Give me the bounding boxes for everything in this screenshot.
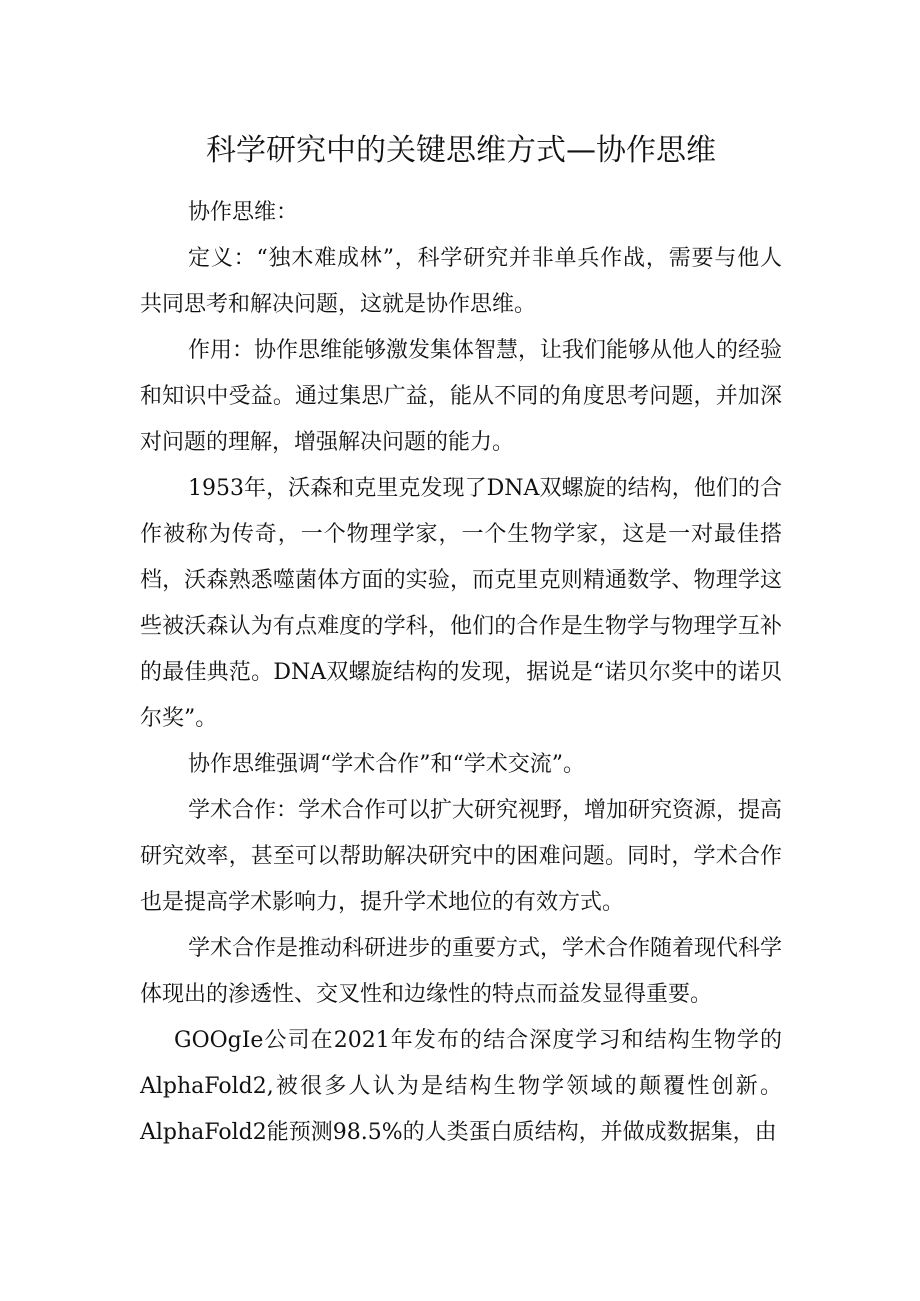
paragraph-cooperation-importance: 学术合作是推动科研进步的重要方式，学术合作随着现代科学体现出的渗透性、交叉性和边缘性的特点而益发显得重要。 <box>140 936 783 1007</box>
paragraph-heading: 协作思维： <box>188 200 299 225</box>
document-body <box>140 190 782 1156</box>
paragraph-dna-example: 1953年，沃森和克里克发现了DNA双螺旋的结构，他们的合作被称为传奇，一个物理学家，一个生物学家，这是一对最佳搭档，沃森熟悉噬菌体方面的实验，而克里克则精通数学、物理学这些被沃森认为有点难度的学科，他们的合作是生物学与物理学互补的最佳典范。DNA双螺旋结构的发现，据说是“诺贝尔奖中的诺贝尔奖”。 <box>140 476 782 731</box>
document-title: 科学研究中的关键思维方式—协作思维 <box>206 133 716 168</box>
paragraph-emphasis: 协作思维强调“学术合作”和“学术交流”。 <box>188 752 585 777</box>
paragraph-alphafold: GOOgIe公司在2021年发布的结合深度学习和结构生物学的AlphaFold2,被很多人认为是结构生物学领域的颠覆性创新。AlphaFold2能预测98.5%的人类蛋白质结构，并做成数据集，由 <box>140 1028 782 1145</box>
paragraph-function: 作用：协作思维能够激发集体智慧，让我们能够从他人的经验和知识中受益。通过集思广益，能从不同的角度思考问题，并加深对问题的理解，增强解决问题的能力。 <box>140 338 783 455</box>
paragraph-definition: 定义：“独木难成林”，科学研究并非单兵作战，需要与他人共同思考和解决问题，这就是协作思维。 <box>140 246 782 317</box>
paragraph-academic-cooperation: 学术合作：学术合作可以扩大研究视野，增加研究资源，提高研究效率，甚至可以帮助解决研究中的困难问题。同时，学术合作也是提高学术影响力，提升学术地位的有效方式。 <box>140 798 783 915</box>
